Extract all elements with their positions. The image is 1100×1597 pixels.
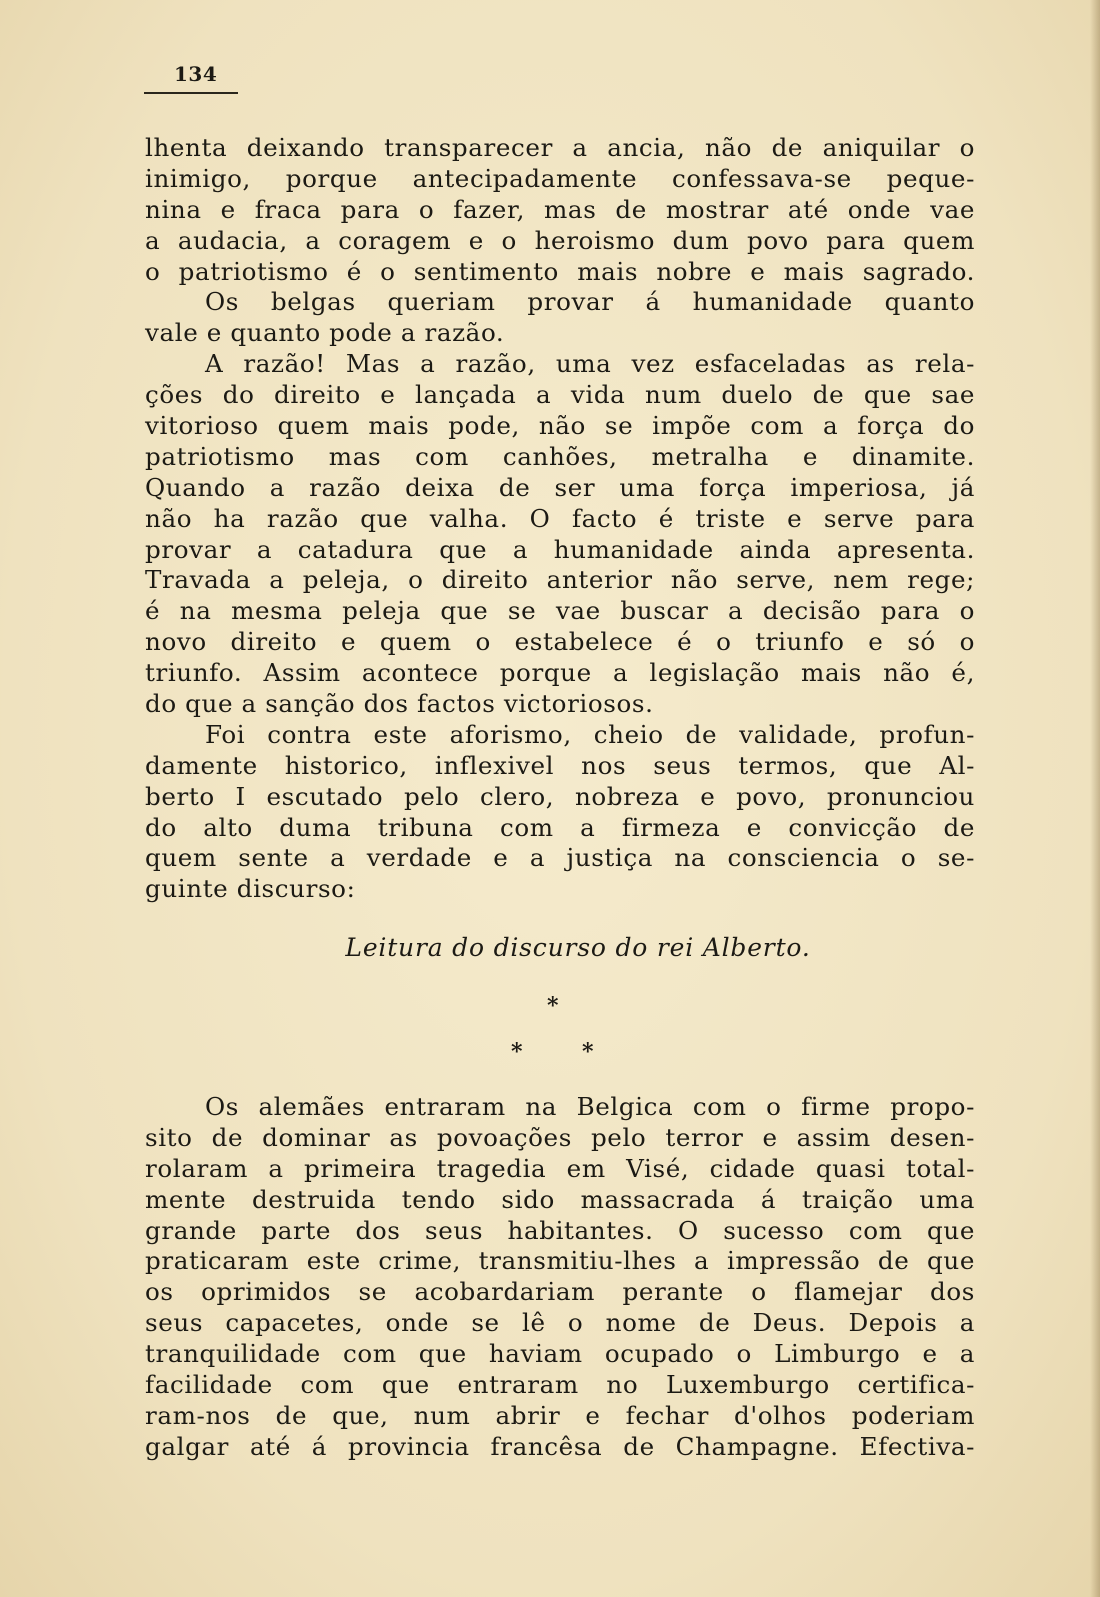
text-line: Quando a razão deixa de ser uma força imperiosa, já [145, 472, 975, 502]
text-line: Foi contra este aforismo, cheio de validade, profun- [205, 719, 975, 749]
text-line: inimigo, porque antecipadamente confessava-se peque- [145, 163, 975, 193]
text-line: praticaram este crime, transmitiu-lhes a impressão de que [145, 1246, 975, 1276]
separator-asterisk: * [582, 1039, 594, 1065]
text-line: sito de dominar as povoações pelo terror e assim desen- [145, 1122, 975, 1152]
text-line: Os belgas queriam provar á humanidade quanto [205, 287, 975, 317]
text-line: facilidade com que entraram no Luxemburgo certifica- [145, 1370, 975, 1400]
text-line: vitorioso quem mais pode, não se impõe com a força do [145, 411, 975, 441]
separator-asterisk: * [547, 993, 559, 1019]
text-block-lower [145, 1092, 975, 1463]
text-line: o patriotismo é o sentimento mais nobre e mais sagrado. [145, 256, 975, 286]
text-line: vale e quanto pode a razão. [145, 318, 505, 348]
separator-asterisk: * [511, 1039, 523, 1065]
text-line: do alto duma tribuna com a firmeza e convicção de [145, 812, 975, 842]
text-line: seus capacetes, onde se lê o nome de Deus. Depois a [145, 1308, 975, 1338]
text-line: galgar até á provincia francêsa de Champagne. Efectiva- [145, 1431, 975, 1461]
text-block-upper [145, 133, 975, 905]
text-line: Travada a peleja, o direito anterior não serve, nem rege; [145, 565, 975, 595]
text-line: guinte discurso: [145, 874, 356, 904]
text-line: provar a catadura que a humanidade ainda apresenta. [145, 534, 975, 564]
text-line: tranquilidade com que haviam ocupado o Limburgo e a [145, 1339, 975, 1369]
text-line: quem sente a verdade e a justiça na consciencia o se- [145, 843, 975, 873]
page-edge-shadow [1090, 0, 1100, 1597]
text-line: rolaram a primeira tragedia em Visé, cidade quasi total- [145, 1153, 975, 1183]
text-line: Os alemães entraram na Belgica com o firme propo- [205, 1092, 975, 1121]
page-number-rule [144, 92, 238, 94]
text-line: ram-nos de que, num abrir e fechar d'olhos poderiam [145, 1400, 975, 1430]
text-line: do que a sanção dos factos victoriosos. [145, 689, 654, 719]
text-line: nina e fraca para o fazer, mas de mostrar até onde vae [145, 194, 975, 224]
text-line: lhenta deixando transparecer a ancia, não de aniquilar o [145, 133, 975, 162]
text-line: damente historico, inflexivel nos seus termos, que Al- [145, 750, 975, 780]
text-line: grande parte dos seus habitantes. O sucesso com que [145, 1215, 975, 1245]
text-line: não ha razão que valha. O facto é triste e serve para [145, 503, 975, 533]
text-line: berto I escutado pelo clero, nobreza e povo, pronunciou [145, 781, 975, 811]
text-line: novo direito e quem o estabelece é o triunfo e só o [145, 627, 975, 657]
text-line: A razão! Mas a razão, uma vez esfaceladas as rela- [205, 349, 975, 379]
text-line: é na mesma peleja que se vae buscar a decisão para o [145, 596, 975, 626]
text-line: patriotismo mas com canhões, metralha e dinamite. [145, 441, 975, 471]
section-heading: Leitura do discurso do rei Alberto. [345, 933, 811, 962]
text-line: a audacia, a coragem e o heroismo dum povo para quem [145, 225, 975, 255]
page-number: 134 [174, 62, 218, 86]
text-line: ções do direito e lançada a vida num duelo de que sae [145, 380, 975, 410]
text-line: os oprimidos se acobardariam perante o flamejar dos [145, 1277, 975, 1307]
text-line: mente destruida tendo sido massacrada á traição uma [145, 1184, 975, 1214]
text-line: triunfo. Assim acontece porque a legislação mais não é, [145, 658, 975, 688]
